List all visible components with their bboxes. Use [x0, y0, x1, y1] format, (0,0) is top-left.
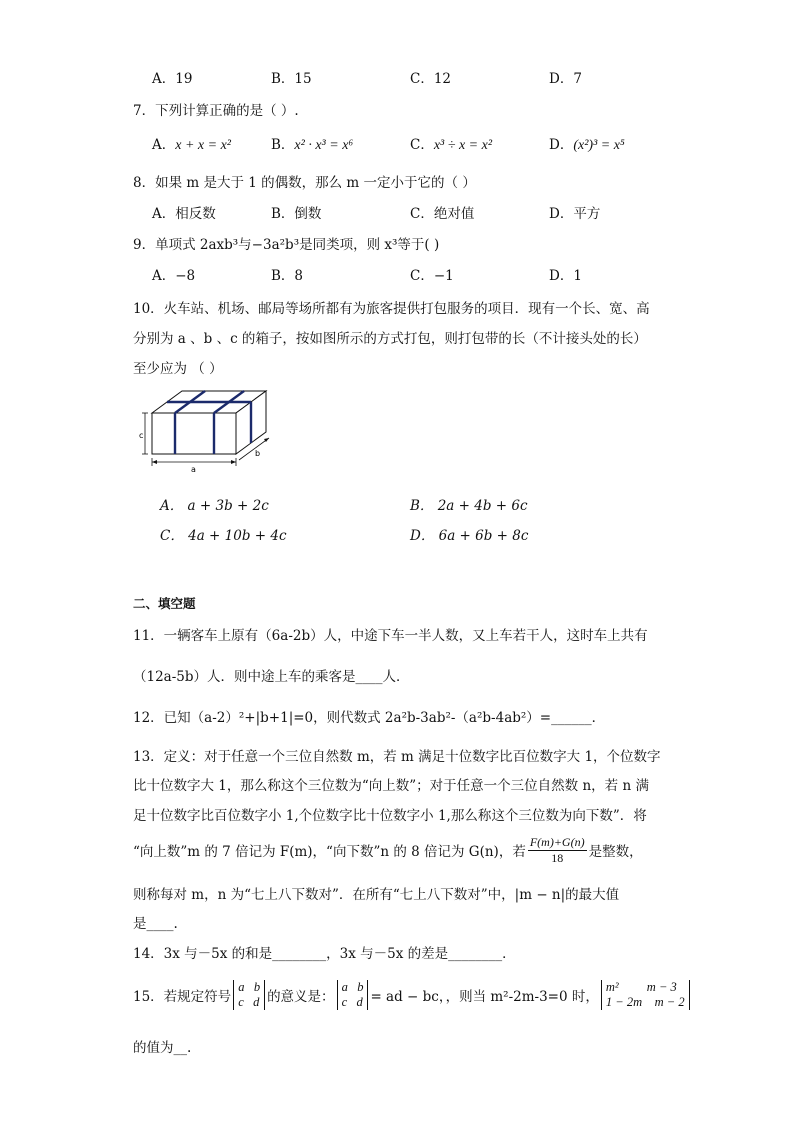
q10-options-row-2 [0, 524, 794, 544]
q11-line-2: （12a-5b）人．则中途上车的乘客是____人． [133, 669, 410, 685]
q6-option-d: D．7 [549, 71, 582, 87]
q14-text: 14．3x 与－5x 的和是________，3x 与－5x 的差是________． [133, 946, 516, 962]
q13-line-4 [133, 832, 643, 868]
fig-label-c: c [139, 431, 144, 440]
fig-label-a: a [191, 465, 196, 474]
q9-stem: 9．单项式 2axb³与−3a²b³是同类项，则 x³等于( ) [133, 237, 440, 253]
q13-line-2: 比十位数字大 1，那么称这个三位数为“向上数”；对于任意一个三位自然数 n，若 n 满 [133, 778, 649, 794]
q11-line-1: 11．一辆客车上原有（6a-2b）人，中途下车一半人数，又上车若干人，这时车上共有 [133, 628, 648, 644]
q8-stem: 8．如果 m 是大于 1 的偶数，那么 m 一定小于它的（ ） [133, 175, 476, 191]
q8-option-c: C．绝对值 [410, 206, 475, 222]
q9-option-b: B．8 [271, 268, 304, 284]
q6-option-c: C．12 [410, 71, 452, 87]
q10-option-b: B． 2a + 4b + 6c [410, 498, 528, 514]
q13-line-4b: 是整数， [588, 844, 643, 860]
q9-option-a: A．−8 [152, 268, 196, 284]
q10-option-c: C． 4a + 10b + 4c [160, 528, 287, 544]
q6-options [0, 67, 794, 87]
box-figure [138, 386, 278, 476]
q6-option-b: B．15 [271, 71, 312, 87]
q8-option-b: B．倒数 [271, 206, 322, 222]
q7-option-d [549, 133, 625, 154]
q7-option-b-label: B． [271, 137, 295, 153]
q15-det1-row-2: c d [238, 995, 260, 1009]
q15-det3-row-1: m² m − 3 [605, 980, 677, 994]
q13-line-1: 13．定义：对于任意一个三位自然数 m，若 m 满足十位数字比百位数字大 1，个位数字 [133, 749, 661, 765]
q8-option-a: A．相反数 [152, 206, 216, 222]
q7-option-c-math: x³ ÷ x = x² [433, 138, 493, 153]
q13-line-4a: “向上数”m 的 7 倍记为 F(m)，“向下数”n 的 8 倍记为 G(n)，若 [133, 844, 526, 860]
q15-line-1 [133, 973, 692, 1017]
q10-line-2: 分别为 a 、b 、c 的箱子，按如图所示的方式打包，则打包带的长（不计接头处的长） [133, 331, 647, 347]
q15-line-2: 的值为__. [133, 1040, 192, 1056]
q13-fraction [528, 835, 587, 866]
q7-stem: 7．下列计算正确的是（ ）. [133, 103, 299, 119]
q13-fraction-denominator: 18 [551, 850, 564, 865]
q10-option-d: D． 6a + 6b + 8c [410, 528, 529, 544]
q8-option-d: D．平方 [549, 206, 601, 222]
q7-option-a-math: x + x = x² [175, 138, 231, 153]
q7-option-a-label: A． [152, 137, 176, 153]
q13-line-3: 足十位数字比百位数字小 1,个位数字比十位数字小 1,那么称这个三位数为向下数”．将 [133, 808, 647, 824]
q7-option-b-math: x² · x³ = x⁶ [294, 138, 354, 153]
q13-fraction-numerator: F(m)+G(n) [529, 834, 585, 849]
q10-option-a: A． a + 3b + 2c [160, 498, 269, 514]
q15-determinant-definition [233, 980, 265, 1010]
q13-line-6: 是____. [133, 916, 178, 932]
q9-options [0, 264, 794, 284]
q7-option-c [410, 133, 492, 154]
q9-option-d: D．1 [549, 268, 582, 284]
q15-det2-row-1: a b [341, 980, 364, 994]
q12-text: 12．已知（a-2）²+|b+1|=0，则代数式 2a²b-3ab²-（a²b-4ab²）=______． [133, 710, 606, 726]
q13-line-5: 则称每对 m，n 为“七上八下数对”．在所有“七上八下数对”中，|m − n|的最大值 [133, 887, 620, 903]
q15-det3-row-2: 1 − 2m m − 2 [605, 995, 685, 1009]
q7-options [0, 133, 794, 153]
q10-line-3: 至少应为 （ ） [133, 361, 223, 377]
fig-label-b: b [255, 449, 261, 458]
q9-option-c: C．−1 [410, 268, 454, 284]
q8-options [0, 202, 794, 222]
q7-option-d-math: (x²)³ = x⁵ [573, 138, 625, 153]
q7-option-a [152, 133, 231, 154]
q7-option-b [271, 133, 353, 154]
q6-option-a: A．19 [152, 71, 193, 87]
q15-part-3: = ad − bc，，则当 m²-2m-3=0 时， [370, 989, 599, 1005]
q15-part-1: 15．若规定符号 [133, 989, 232, 1005]
q15-part-2: 的意义是： [267, 989, 335, 1005]
q15-det1-row-1: a b [238, 980, 261, 994]
q10-line-1: 10．火车站、机场、邮局等场所都有为旅客提供打包服务的项目．现有一个长、宽、高 [133, 301, 650, 317]
q15-determinant-m [601, 980, 690, 1010]
section-title: 二、填空题 [133, 596, 196, 611]
q15-determinant-meaning [337, 980, 369, 1010]
q15-det2-row-2: c d [341, 995, 363, 1009]
q10-options-row-1 [0, 494, 794, 514]
q7-option-c-label: C． [410, 137, 434, 153]
q7-option-d-label: D． [549, 137, 574, 153]
